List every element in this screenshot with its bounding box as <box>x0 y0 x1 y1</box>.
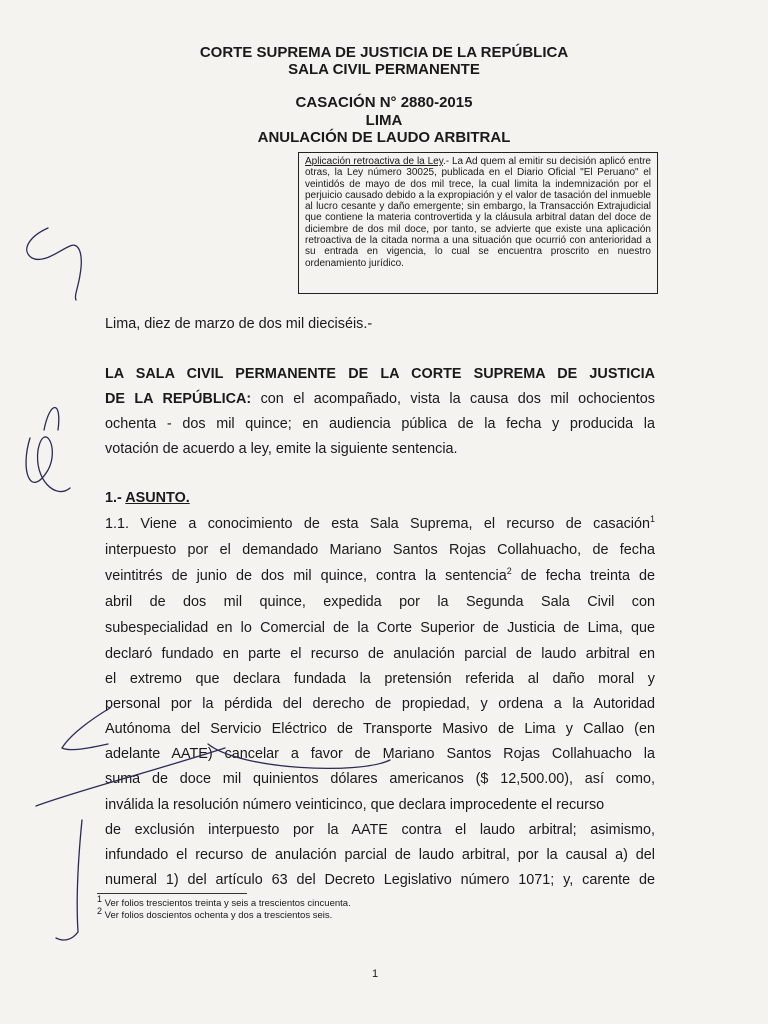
body-text: Autónoma del Servicio Eléctrico de Transporte Masivo de Lima y Callao (en <box>105 721 655 737</box>
body-text: el extremo que declara fundada la pretensión referida al daño moral y <box>105 671 655 687</box>
footnote-1-text: Ver folios trescientos treinta y seis a trescientos cincuenta. <box>102 898 351 909</box>
intro-rest-2: con el acompañado, vista la causa dos mil ochocientos <box>251 391 655 407</box>
footnote-1-number: 1 <box>97 893 103 904</box>
summary-heading: Aplicación retroactiva de la Ley <box>305 156 443 167</box>
footnote-ref-2: 2 <box>506 566 512 577</box>
pen-stroke-bracket <box>208 744 390 768</box>
case-city: LIMA <box>365 112 403 129</box>
section-number: 1.- <box>105 490 122 506</box>
body-text: interpuesto por el demandado Mariano Santos Rojas Collahuacho, de fecha <box>105 542 655 558</box>
chamber-title: SALA CIVIL PERMANENTE <box>288 61 480 78</box>
court-title: CORTE SUPREMA DE JUSTICIA DE LA REPÚBLICA <box>199 44 569 61</box>
body-text: de fecha treinta de <box>511 568 655 584</box>
intro-text-1: LA SALA CIVIL PERMANENTE DE LA CORTE SUPREMA DE JUSTICIA <box>105 366 655 382</box>
case-subject: ANULACIÓN DE LAUDO ARBITRAL <box>257 129 511 146</box>
body-text: 1.1. Viene a conocimiento de esta Sala Suprema, el recurso de casación <box>105 516 650 532</box>
summary-body: .- La Ad quem al emitir su decisión aplicó entre otras, la Ley número 30025, publicada en el Diario Oficial "El Peruano" el veintidós de mayo de dos mil trece, la cual limita la indemnización por el perjuicio causado debido a la expropiación y el valor de tasación del inmueble al lucro cesante y daño emergente; sin embargo, la Transacción Extrajudicial que contiene la materia controvertida y la cláusula arbitral datan del doce de diciembre de dos mil doce, por tanto, se advierte que existe una aplicación retroactiva de la citada norma a una situación que ocurrió con anterioridad a su entrada en vigencia, lo cual se encuentra proscrito en nuestro ordenamiento jurídico. <box>305 156 651 269</box>
body-line: inválida la resolución número veinticinco, que declara improcedente el recurso <box>105 797 605 813</box>
pen-stroke-left <box>62 708 110 750</box>
signature-mark-top <box>27 228 82 300</box>
footnote-2-number: 2 <box>97 905 103 916</box>
body-text: declaró fundado en parte el recurso de anulación parcial de laudo arbitral en <box>105 646 655 662</box>
body-text: infundado el recurso de anulación parcial de laudo arbitral, por la causal a) del <box>105 847 655 863</box>
intro-line-4: votación de acuerdo a ley, emite la siguiente sentencia. <box>105 441 458 457</box>
body-text: numeral 1) del artículo 63 del Decreto Legislativo número 1071; y, carente de <box>105 872 655 888</box>
signature-mark-middle <box>26 408 70 492</box>
intro-text-3: ochenta - dos mil quince; en audiencia pública de la fecha y producida la <box>105 416 655 432</box>
pen-stroke-vertical <box>56 820 82 940</box>
pen-stroke-underline <box>36 748 225 806</box>
body-text: abril de dos mil quince, expedida por la Segunda Sala Civil con <box>105 594 655 610</box>
footnote-2-text: Ver folios doscientos ochenta y dos a trescientos seis. <box>102 910 333 921</box>
date-line: Lima, diez de marzo de dos mil dieciséis.- <box>105 316 373 332</box>
intro-bold-2: DE LA REPÚBLICA: <box>105 391 252 407</box>
body-text: adelante AATE) cancelar a favor de Mariano Santos Rojas Collahuacho la <box>105 746 655 762</box>
case-number: CASACIÓN N° 2880-2015 <box>295 94 473 111</box>
footnote-ref-1: 1 <box>649 514 655 525</box>
body-text: subespecialidad en lo Comercial de la Corte Superior de Justicia de Lima, que <box>105 620 655 636</box>
body-text: de exclusión interpuesto por la AATE contra el laudo arbitral; asimismo, <box>105 822 655 838</box>
body-text: personal por la pérdida del derecho de propiedad, y ordena a la Autoridad <box>105 696 655 712</box>
section-title: ASUNTO. <box>125 490 190 506</box>
body-text: suma de doce mil quinientos dólares americanos ($ 12,500.00), así como, <box>105 771 655 787</box>
page-number: 1 <box>372 968 379 980</box>
body-text: veintitrés de junio de dos mil quince, contra la sentencia <box>105 568 507 584</box>
